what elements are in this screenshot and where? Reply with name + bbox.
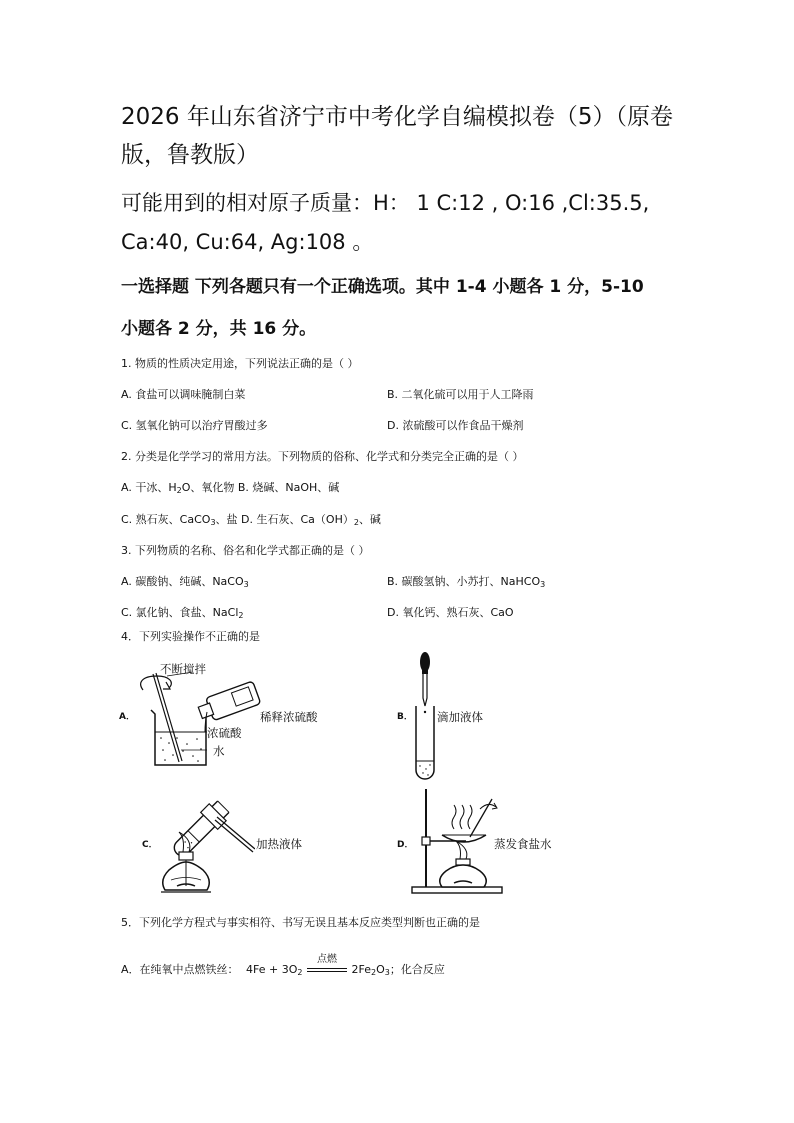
question-2-stem: 2. 分类是化学学习的常用方法。下列物质的俗称、化学式和分类完全正确的是（ ） (121, 450, 524, 463)
label-continuous-stirring: 不断搅拌 (160, 662, 206, 676)
label-water: 水 (213, 744, 225, 758)
label-concentrated-sulfuric-acid: 浓硫酸 (207, 726, 242, 740)
question-1-stem: 1. 物质的性质决定用途，下列说法正确的是（ ） (121, 357, 359, 370)
atomic-mass-line1: 可能用到的相对原子质量：H： 1 C:12 , O:16 ,Cl:35.5, (121, 191, 650, 215)
question-4-option-b-letter: B． (397, 712, 413, 722)
document-title-line1: 2026 年山东省济宁市中考化学自编模拟卷（5）（原卷 (121, 104, 673, 130)
question-3-option-a: A. 碳酸钠、纯碱、NaCO$_3$ (121, 575, 249, 589)
atomic-mass-line2: Ca:40, Cu:64, Ag:108 。 (121, 230, 374, 254)
label-evaporate-salt-water: 蒸发食盐水 (494, 837, 552, 851)
question-1-option-c: C. 氢氧化钠可以治疗胃酸过多 (121, 419, 268, 432)
question-2-options-cd: C. 熟石灰、CaCO$_3$、盐 D. 生石灰、$Ca(OH)_2$、碱 (121, 513, 381, 527)
question-2-options-ab: A. 干冰、$H_2O$、氧化物 B. 烧碱、NaOH、碱 (121, 481, 340, 495)
section-header-line1: 一选择题 下列各题只有一个正确选项。其中 1-4 小题各 1 分，5-10 (121, 277, 644, 297)
question-3-option-d: D. 氧化钙、熟石灰、CaO (387, 606, 514, 619)
reaction-condition-ignite: 点燃 (316, 954, 337, 965)
question-4-option-c-letter: C． (142, 840, 158, 850)
section-header-line2: 小题各 2 分，共 16 分。 (121, 319, 317, 339)
question-5-stem: 5．下列化学方程式与事实相符、书写无误且基本反应类型判断也正确的是 (121, 916, 480, 929)
question-5-option-a: A．在纯氧中点燃铁丝： $4Fe + 3O_2$ 点燃 $2Fe_2O_3$；化合反应 (121, 961, 445, 977)
question-1-option-b: B. 二氧化硫可以用于人工降雨 (387, 388, 534, 401)
label-dilute-concentrated-acid: 稀释浓硫酸 (260, 710, 318, 724)
question-4-option-a-letter: A． (119, 712, 135, 722)
question-3-option-c: C. 氯化钠、食盐、NaCl$_2$ (121, 606, 244, 620)
label-heat-liquid: 加热液体 (256, 837, 302, 851)
question-1-option-a: A. 食盐可以调味腌制白菜 (121, 388, 246, 401)
heating-liquid-diagram (155, 790, 255, 900)
question-3-stem: 3. 下列物质的名称、俗名和化学式都正确的是（ ） (121, 544, 370, 557)
question-1-option-d: D. 浓硫酸可以作食品干燥剂 (387, 419, 524, 432)
document-title-line2: 版，鲁教版） (121, 142, 259, 168)
question-4-option-d-letter: D． (397, 840, 414, 850)
label-drop-liquid: 滴加液体 (437, 710, 483, 724)
question-3-option-b: B. 碳酸氢钠、小苏打、NaHCO$_3$ (387, 575, 546, 589)
question-4-stem: 4．下列实验操作不正确的是 (121, 630, 260, 643)
